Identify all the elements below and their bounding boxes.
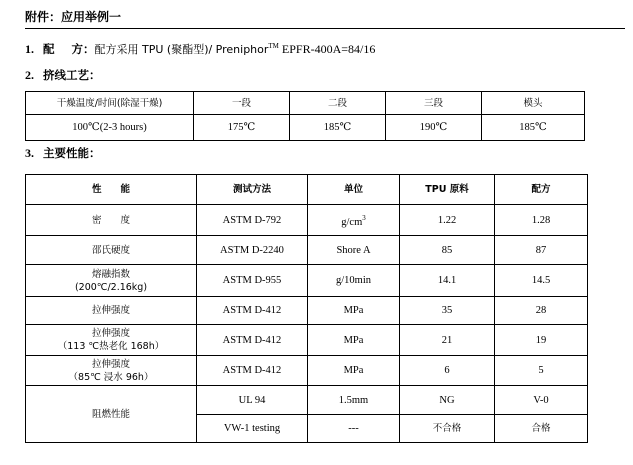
property-name: 熔融指数 <box>91 268 130 280</box>
property-cell <box>26 325 197 356</box>
unit-cell: Shore A <box>308 236 400 265</box>
unit-cell: MPa <box>308 297 400 325</box>
section-number: 3. <box>25 146 34 160</box>
table-header-cell: 二段 <box>290 92 386 115</box>
formula-value-cell: 合格 <box>495 415 588 443</box>
tpu-value-cell: 85 <box>400 236 495 265</box>
method-cell: ASTM D-412 <box>197 356 308 386</box>
table-header-cell: 三段 <box>386 92 482 115</box>
property-cell <box>26 356 197 386</box>
table-cell: 185℃ <box>290 115 386 141</box>
tpu-value-cell: 1.22 <box>400 205 495 236</box>
properties-table <box>25 174 588 443</box>
unit-cell <box>308 205 400 236</box>
property-cell: 密 度 <box>26 205 197 236</box>
table-row <box>26 115 585 141</box>
method-cell: VW-1 testing <box>197 415 308 443</box>
formula-value-cell: 28 <box>495 297 588 325</box>
section-number: 1. <box>25 42 34 56</box>
section-formula <box>25 38 375 58</box>
table-cell: 185℃ <box>482 115 585 141</box>
method-cell: ASTM D-955 <box>197 265 308 297</box>
table-header-cell: 单位 <box>308 175 400 205</box>
unit-cell: 1.5mm <box>308 386 400 415</box>
tpu-value-cell: NG <box>400 386 495 415</box>
property-cell: 阻燃性能 <box>26 386 197 443</box>
table-cell: 175℃ <box>194 115 290 141</box>
table-header-row <box>26 92 585 115</box>
section-number: 2. <box>25 68 34 82</box>
unit-cell: MPa <box>308 356 400 386</box>
table-header-cell: TPU 原料 <box>400 175 495 205</box>
process-table <box>25 91 585 141</box>
unit-superscript: 3 <box>362 213 366 222</box>
property-condition: (200℃/2.16kg) <box>74 281 148 293</box>
table-row <box>26 265 588 297</box>
unit-cell: g/10min <box>308 265 400 297</box>
trademark-mark: TM <box>268 42 279 50</box>
method-cell: UL 94 <box>197 386 308 415</box>
formula-text: 配方采用 TPU (聚酯型)/ Preniphor <box>94 43 269 56</box>
property-cell: 拉伸强度 <box>26 297 197 325</box>
table-row <box>26 386 588 415</box>
section-title: 主要性能： <box>43 146 101 160</box>
tpu-value-cell: 不合格 <box>400 415 495 443</box>
tpu-value-cell: 14.1 <box>400 265 495 297</box>
unit-text: g/cm <box>341 216 363 228</box>
table-header-cell: 一段 <box>194 92 290 115</box>
formula-value-cell: 5 <box>495 356 588 386</box>
formula-value-cell: 19 <box>495 325 588 356</box>
table-header-cell: 性 能 <box>26 175 197 205</box>
table-row <box>26 297 588 325</box>
table-row <box>26 236 588 265</box>
formula-value-cell: 1.28 <box>495 205 588 236</box>
section-label: 配 <box>43 42 55 56</box>
method-cell: ASTM D-2240 <box>197 236 308 265</box>
table-cell: 100℃(2-3 hours) <box>26 115 194 141</box>
property-condition: （85℃ 浸水 96h） <box>68 371 154 383</box>
formula-value-cell: V-0 <box>495 386 588 415</box>
document-header: 附件：应用举例一 <box>25 6 625 29</box>
section-title: 挤线工艺： <box>43 68 101 82</box>
table-header-cell: 配方 <box>495 175 588 205</box>
section-extrusion <box>25 67 101 83</box>
table-cell: 190℃ <box>386 115 482 141</box>
property-cell <box>26 265 197 297</box>
method-cell: ASTM D-792 <box>197 205 308 236</box>
method-cell: ASTM D-412 <box>197 297 308 325</box>
property-name: 拉伸强度 <box>91 358 130 370</box>
tpu-value-cell: 35 <box>400 297 495 325</box>
section-properties <box>25 145 101 161</box>
unit-cell: MPa <box>308 325 400 356</box>
section-label: 方： <box>71 42 95 56</box>
formula-ratio: EPFR-400A=84/16 <box>278 42 376 56</box>
property-condition: （113 ℃热老化 168h） <box>57 341 165 352</box>
tpu-value-cell: 21 <box>400 325 495 356</box>
table-header-cell: 模头 <box>482 92 585 115</box>
table-header-row <box>26 175 588 205</box>
property-name: 拉伸强度 <box>91 328 130 339</box>
property-cell: 邵氏硬度 <box>26 236 197 265</box>
table-row <box>26 325 588 356</box>
table-row <box>26 356 588 386</box>
table-row <box>26 205 588 236</box>
unit-cell: --- <box>308 415 400 443</box>
formula-value-cell: 87 <box>495 236 588 265</box>
table-header-cell: 测试方法 <box>197 175 308 205</box>
tpu-value-cell: 6 <box>400 356 495 386</box>
method-cell: ASTM D-412 <box>197 325 308 356</box>
formula-value-cell: 14.5 <box>495 265 588 297</box>
table-header-cell: 干燥温度/时间(除湿干燥) <box>26 92 194 115</box>
